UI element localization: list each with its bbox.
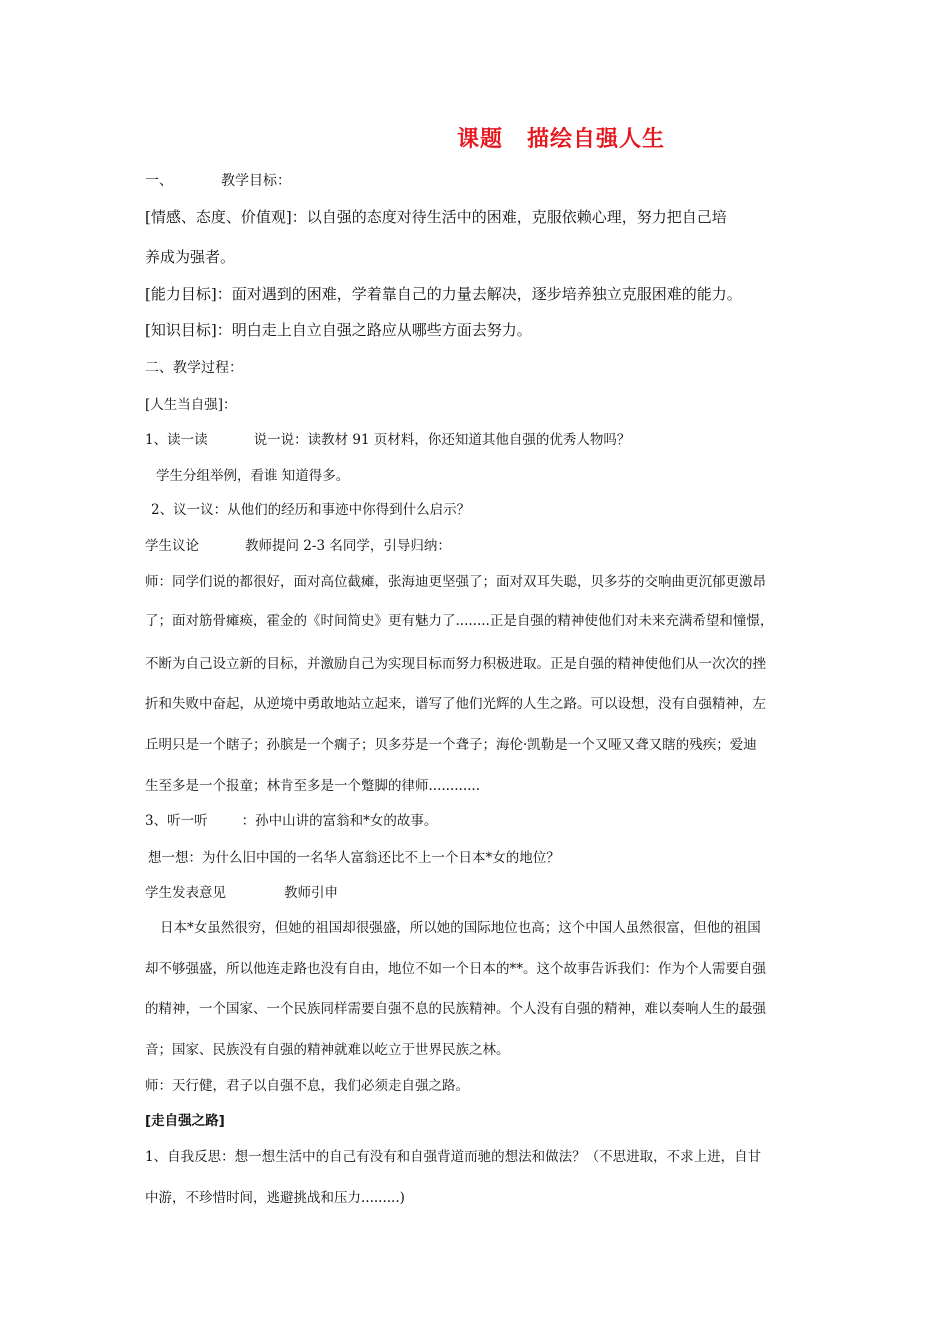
step-read-text: 说一说：读教材 91 页材料，你还知道其他自强的优秀人物吗？ — [253, 432, 631, 448]
step-discuss-note — [145, 534, 451, 554]
part-heading-life: [人生当自强]： — [145, 397, 237, 413]
teacher-para-line: 了；面对筋骨瘫痪，霍金的《时间简史》更有魅力了........正是自强的精神使他们对未来充满希望和憧憬， — [145, 613, 774, 629]
step-read — [145, 428, 630, 448]
teacher-para-line: 生至多是一个报童；林肯至多是一个蹩脚的律师............ — [145, 778, 480, 794]
teacher-para-line: 不断为自己设立新的目标，并激励自己为实现目标而努力积极进取。正是自强的精神使他们从一次次的挫 — [145, 656, 766, 672]
teacher-para-line: 师：同学们说的都很好，面对高位截瘫，张海迪更坚强了；面对双耳失聪，贝多芬的交响曲更沉郁更激昂 — [145, 574, 766, 590]
section-number: 一、 — [145, 173, 173, 189]
step-listen-think: 想一想：为什么旧中国的一名华人富翁还比不上一个日本*女的地位？ — [148, 850, 560, 866]
step-listen-note — [145, 881, 338, 901]
title-label: 课题 — [456, 127, 503, 152]
note-right: 教师提问 2-3 名同学，引导归纳： — [245, 538, 451, 554]
teacher-conclusion: 师：天行健，君子以自强不息，我们必须走自强之路。 — [145, 1078, 469, 1094]
teacher-para-line: 丘明只是一个瞎子；孙膑是一个瘸子；贝多芬是一个聋子；海伦·凯勒是一个又哑又聋又瞎的残疾；爱迪 — [145, 737, 757, 753]
story-para-line: 却不够强盛，所以他连走路也没有自由，地位不如一个日本的**。这个故事告诉我们：作为个人需要自强 — [145, 961, 766, 977]
step-listen-label: 3、听一听 — [145, 813, 208, 829]
step-discuss: 2、议一议：从他们的经历和事迹中你得到什么启示？ — [151, 502, 471, 518]
step-read-label: 1、读一读 — [145, 432, 208, 448]
section-heading-goals — [145, 170, 291, 190]
note-right: 教师引申 — [284, 885, 338, 901]
note-left: 学生议论 — [145, 538, 199, 554]
section-heading-process: 二、教学过程： — [145, 360, 243, 376]
step-listen — [145, 809, 437, 829]
reflect-line: 1、自我反思：想一想生活中的自己有没有和自强背道而驰的想法和做法？（不思进取，不求上进，自甘 — [145, 1149, 762, 1165]
step-listen-text: ：孙中山讲的富翁和*女的故事。 — [241, 813, 438, 829]
goal-emotion-line1: [情感、态度、价值观]：以自强的态度对待生活中的困难，克服依赖心理，努力把自己培 — [145, 208, 727, 226]
goal-ability: [能力目标]：面对遇到的困难，学着靠自己的力量去解决，逐步培养独立克服困难的能力。 — [145, 285, 742, 303]
story-para-line: 音；国家、民族没有自强的精神就难以屹立于世界民族之林。 — [145, 1042, 510, 1058]
title-text: 描绘自强人生 — [527, 127, 666, 152]
story-para-line: 的精神，一个国家、一个民族同样需要自强不息的民族精神。个人没有自强的精神，难以奏响人生的最强 — [145, 1001, 766, 1017]
goal-knowledge: [知识目标]：明白走上自立自强之路应从哪些方面去努力。 — [145, 321, 532, 339]
page-title — [0, 122, 950, 153]
section-title: 教学目标： — [221, 173, 291, 189]
teacher-para-line: 折和失败中奋起，从逆境中勇敢地站立起来，谱写了他们光辉的人生之路。可以设想，没有自强精神，左 — [145, 696, 766, 712]
step-read-note: 学生分组举例，看谁 知道得多。 — [156, 468, 350, 484]
part-heading-road: [走自强之路] — [145, 1113, 225, 1129]
story-para-line: 日本*女虽然很穷，但她的祖国却很强盛，所以她的国际地位也高；这个中国人虽然很富，但他的祖国 — [160, 920, 761, 936]
note-left: 学生发表意见 — [145, 885, 226, 901]
goal-emotion-line2: 养成为强者。 — [145, 248, 236, 266]
reflect-line: 中游，不珍惜时间，逃避挑战和压力.........) — [145, 1190, 405, 1206]
